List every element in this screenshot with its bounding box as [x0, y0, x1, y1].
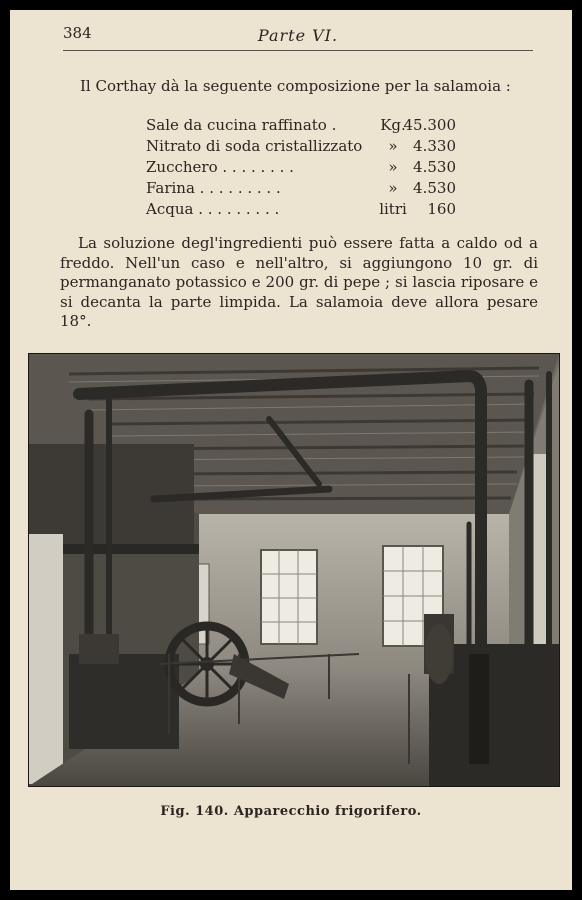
- ingredient-unit: »: [388, 179, 398, 197]
- recipe-row: [146, 116, 466, 137]
- ingredient-name: Farina . . . . . . . . .: [146, 179, 281, 197]
- running-head: Parte VI.: [257, 26, 339, 45]
- photo-illustration: [29, 354, 559, 786]
- ingredient-unit: litri: [379, 200, 407, 218]
- recipe-row: [146, 179, 466, 200]
- recipe-row: [146, 158, 466, 179]
- ingredient-quantity: 160: [427, 200, 456, 218]
- ingredient-name: Nitrato di soda cristallizzato: [146, 137, 363, 155]
- brine-recipe-table: [146, 116, 466, 221]
- ingredient-quantity: 4.530: [413, 179, 456, 197]
- refrigeration-machine-photo: [28, 353, 560, 787]
- recipe-row: [146, 137, 466, 158]
- ingredient-unit: Kg.: [380, 116, 406, 134]
- book-page: [10, 10, 572, 890]
- ingredient-unit: »: [388, 137, 398, 155]
- page-number: 384: [63, 24, 92, 42]
- ingredient-quantity: 45.300: [403, 116, 456, 134]
- figure-caption: Fig. 140. Apparecchio frigorifero.: [160, 804, 422, 819]
- paragraph-text: La soluzione degl'ingredienti può essere fatta a caldo od a freddo. Nell'un caso e nell'altro, si aggiungono 10 gr. di permanganato potassico e 200 gr. di pepe ; si lascia riposare e si decanta la parte limpida. La salamoia deve allora pesare 18°.: [60, 234, 538, 330]
- recipe-row: [146, 200, 466, 221]
- ingredient-name: Acqua . . . . . . . . .: [146, 200, 280, 218]
- ingredient-quantity: 4.330: [413, 137, 456, 155]
- body-paragraph: [60, 234, 538, 332]
- ingredient-quantity: 4.530: [413, 158, 456, 176]
- page-header: [63, 24, 533, 51]
- ingredient-unit: »: [388, 158, 398, 176]
- intro-line: Il Corthay dà la seguente composizione per la salamoia :: [80, 77, 511, 95]
- ingredient-name: Zucchero . . . . . . . .: [146, 158, 294, 176]
- ingredient-name: Sale da cucina raffinato .: [146, 116, 337, 134]
